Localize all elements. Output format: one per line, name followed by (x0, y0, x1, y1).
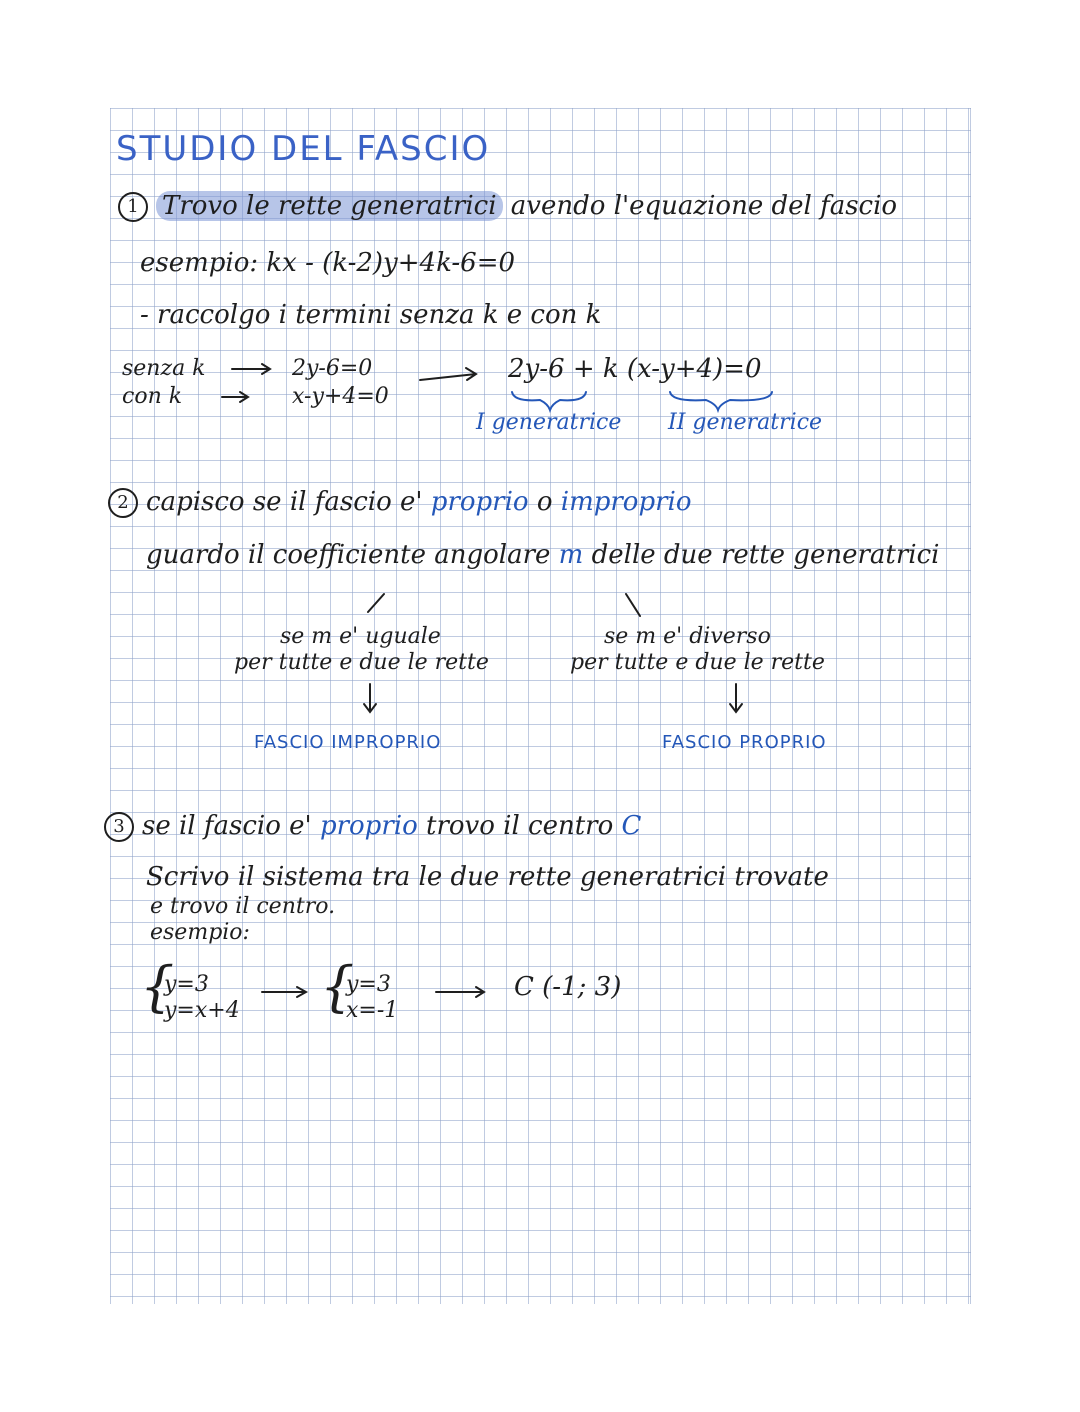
highlighted-text: Trovo le rette generatrici (156, 191, 503, 221)
senza-label: senza k (122, 356, 206, 381)
system2-brace: { (320, 955, 355, 1018)
system1-brace: { (140, 955, 175, 1018)
step2-guardo (146, 542, 939, 568)
step2-text: capisco se il fascio e' (146, 487, 423, 517)
fascio-proprio-result: FASCIO PROPRIO (662, 732, 827, 753)
right-branch-line2: per tutte e due le rette (570, 650, 825, 675)
guardo-text: guardo il coefficiente angolare (146, 540, 551, 570)
system1-eq1: y=3 (164, 972, 209, 997)
step1-rest: avendo l'equazione del fascio (510, 191, 898, 221)
con-label: con k (122, 384, 183, 409)
center-c-label: C (621, 811, 642, 841)
proprio-word: proprio (319, 811, 418, 841)
step3-line1: Scrivo il sistema tra le due rette generatrici trovate (146, 862, 829, 892)
step-number-circle: 3 (104, 812, 134, 842)
con-equation: x-y+4=0 (292, 384, 389, 409)
step3-text: se il fascio e' (142, 811, 312, 841)
right-branch-line1: se m e' diverso (604, 624, 771, 649)
step-number-circle: 2 (108, 488, 138, 518)
first-generatrix-label: I generatrice (476, 410, 622, 435)
step1-heading (118, 192, 897, 222)
grid-paper (110, 108, 971, 1304)
system2-eq2: x=-1 (346, 998, 399, 1023)
left-branch-line1: se m e' uguale (280, 624, 441, 649)
fascio-improprio-result: FASCIO IMPROPRIO (254, 732, 442, 753)
step3-line2: e trovo il centro. (150, 894, 336, 919)
page-title: STUDIO DEL FASCIO (116, 129, 491, 169)
m-symbol: m (558, 540, 584, 570)
improprio-word: improprio (560, 487, 692, 517)
step1-example: esempio: kx - (k-2)y+4k-6=0 (140, 248, 516, 278)
proprio-word: proprio (430, 487, 529, 517)
or-word: o (536, 487, 553, 517)
left-branch-line2: per tutte e due le rette (234, 650, 489, 675)
step2-heading (108, 488, 692, 518)
system2-eq1: y=3 (346, 972, 391, 997)
combined-equation: 2y-6 + k (x-y+4)=0 (508, 354, 762, 384)
step3-text-end: trovo il centro (426, 811, 614, 841)
step1-collect: - raccolgo i termini senza k e con k (140, 300, 602, 330)
step-number-circle: 1 (118, 192, 148, 222)
guardo-text-end: delle due rette generatrici (591, 540, 940, 570)
step3-heading (104, 812, 641, 842)
step3-example: esempio: (150, 920, 250, 945)
center-result: C (-1; 3) (514, 972, 622, 1002)
system1-eq2: y=x+4 (164, 998, 240, 1023)
second-generatrix-label: II generatrice (668, 410, 823, 435)
senza-equation: 2y-6=0 (292, 356, 373, 381)
